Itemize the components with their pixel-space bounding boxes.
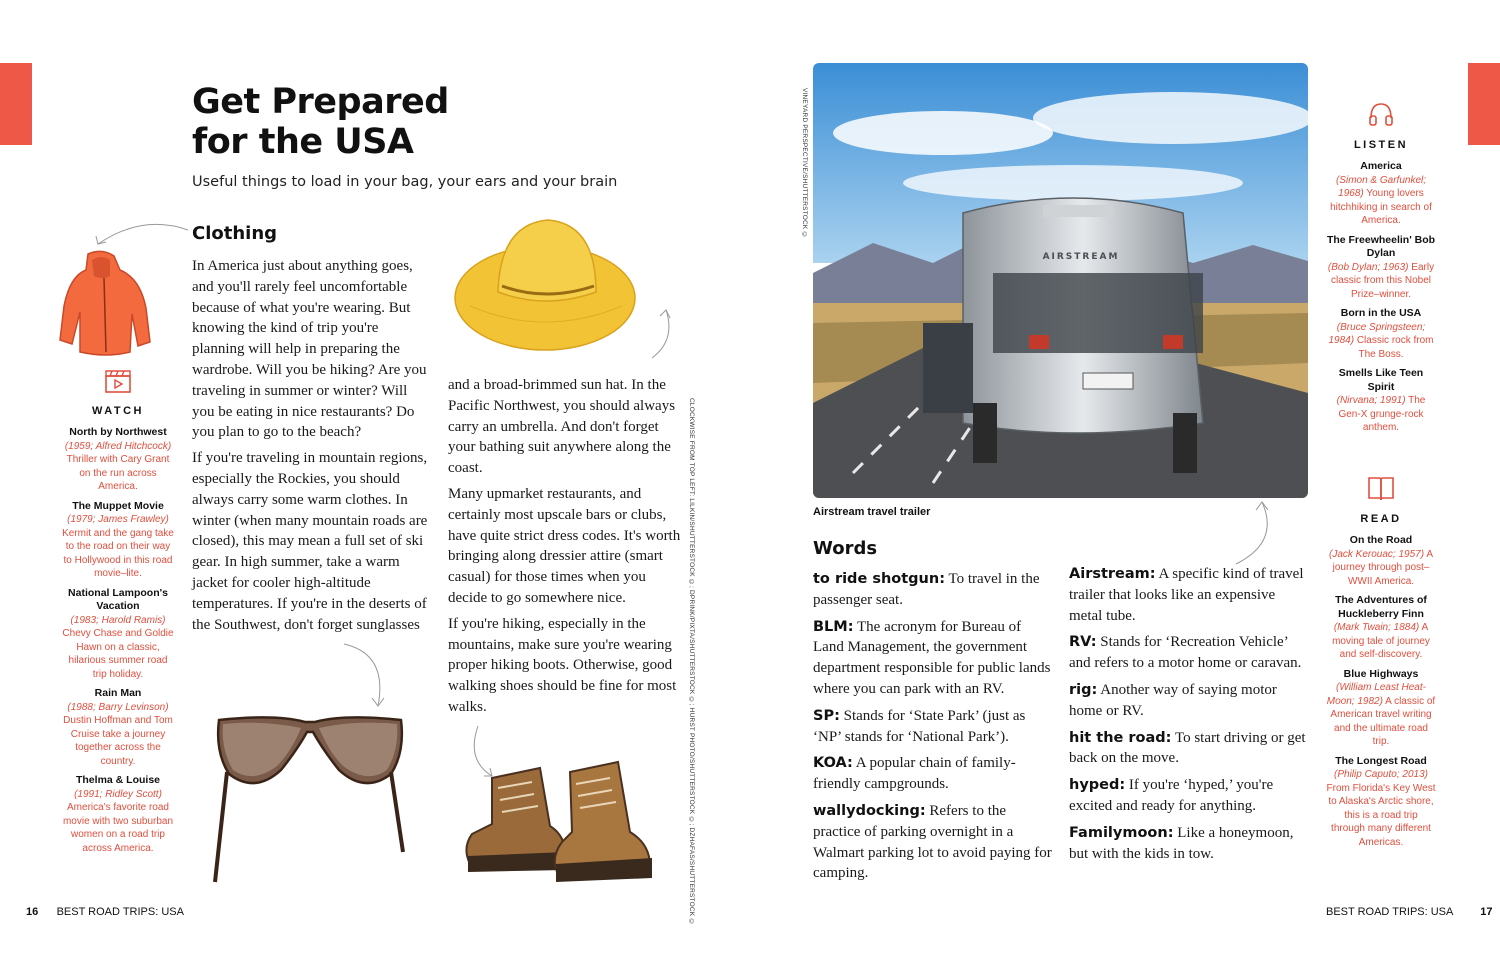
watch-item-desc: Chevy Chase and Goldie Hawn on a classic, hilarious summer road trip holiday.	[62, 628, 174, 680]
listen-item-meta: (Bob Dylan; 1963)	[1327, 261, 1409, 273]
read-item-desc: A moving tale of journey and self-discovery.	[1332, 622, 1430, 660]
watch-heading: WATCH	[91, 404, 144, 417]
word-definition: Refers to the practice of parking overnight in a Walmart parking lot to avoid paying for camping.	[813, 802, 1052, 882]
word-term: SP:	[813, 707, 840, 724]
hiking-boots-image	[462, 748, 662, 890]
watch-item-desc: America's favorite road movie with two suburban women on a road trip across America.	[62, 802, 174, 854]
watch-item-title: The Muppet Movie	[72, 499, 164, 512]
read-heading: READ	[1360, 512, 1402, 525]
listen-item	[1326, 307, 1436, 361]
airstream-photo-credit: VINEYARD PERSPECTIVE/SHUTTERSTOCK ©	[801, 88, 808, 239]
words-column-2	[1069, 564, 1309, 870]
airstream-photo-image	[813, 63, 1308, 498]
word-entry	[813, 801, 1053, 884]
word-definition: Like a honeymoon, but with the kids in tow.	[1069, 824, 1294, 862]
word-definition: To start driving or get back on the move.	[1069, 729, 1306, 767]
word-entry	[1069, 728, 1309, 770]
watch-item-desc: Dustin Hoffman and Tom Cruise take a journey together across the country.	[63, 715, 173, 767]
read-item-meta: (Philip Caputo; 2013)	[1334, 769, 1428, 780]
watch-item-title: National Lampoon's Vacation	[68, 586, 168, 612]
watch-item	[62, 500, 174, 581]
read-item	[1326, 755, 1436, 850]
watch-item-desc: Thriller with Cary Grant on the run across America.	[66, 454, 170, 492]
word-term: Familymoon:	[1069, 824, 1174, 841]
read-item-meta: (Jack Kerouac; 1957)	[1329, 548, 1425, 560]
book-icon	[1366, 474, 1396, 502]
sunglasses-image	[205, 712, 415, 888]
left-edge-tab	[0, 63, 32, 145]
word-entry	[813, 753, 1053, 795]
watch-item	[62, 426, 174, 494]
watch-item-desc: Kermit and the gang take to the road on their way to Hollywood in this road movie–lite.	[62, 527, 174, 579]
word-definition: Stands for ‘Recreation Vehicle’ and refers to a motor home or caravan.	[1069, 634, 1302, 672]
word-term: BLM:	[813, 618, 854, 635]
listen-item	[1326, 367, 1436, 435]
clothing-heading: Clothing	[192, 223, 278, 244]
word-term: rig:	[1069, 681, 1098, 698]
word-entry	[1069, 564, 1309, 626]
clothing-column-1	[192, 256, 432, 640]
word-definition: Stands for ‘State Park’ (just as ‘NP’ stands for ‘National Park’).	[813, 707, 1026, 745]
listen-item-desc: The Gen-X grunge-rock anthem.	[1338, 395, 1426, 433]
watch-item-meta: (1983; Harold Ramis)	[70, 614, 166, 626]
watch-item	[62, 587, 174, 682]
curved-arrow-sunglasses	[340, 640, 390, 710]
word-definition: Another way of saying motor home or RV.	[1069, 681, 1277, 719]
listen-item-title: America	[1360, 160, 1402, 172]
word-definition: A popular chain of family-friendly campgrounds.	[813, 755, 1016, 793]
listen-item-meta: (Bruce Springsteen; 1984)	[1328, 321, 1426, 346]
word-entry	[813, 617, 1053, 700]
watch-item-meta: (1979; James Frawley)	[67, 514, 169, 525]
clothing-paragraph: and a broad-brimmed sun hat. In the Pacific Northwest, you should always carry an umbrella. And don't forget your bathing suit anywhere along the coast.	[448, 377, 676, 477]
word-definition: If you're ‘hyped,’ you're excited and ready for anything.	[1069, 777, 1274, 814]
words-heading: Words	[813, 538, 878, 559]
photo-caption: Airstream travel trailer	[813, 506, 931, 518]
listen-item-desc: Early classic from this Nobel Prize–winner.	[1330, 261, 1435, 300]
page-title	[192, 82, 592, 162]
word-entry	[1069, 680, 1309, 722]
curved-arrow-jacket	[92, 218, 192, 248]
word-term: RV:	[1069, 634, 1097, 651]
watch-item-title: North by Northwest	[69, 426, 167, 438]
listen-item-title: Smells Like Teen Spirit	[1338, 367, 1424, 393]
listen-sidebar	[1326, 100, 1436, 441]
word-definition: A specific kind of travel trailer that looks like an expensive metal tube.	[1069, 566, 1304, 624]
listen-item-title: The Freewheelin' Bob Dylan	[1326, 233, 1436, 259]
left-running-title: BEST ROAD TRIPS: USA	[56, 906, 184, 918]
listen-item	[1326, 160, 1436, 228]
product-photo-credit: CLOCKWISE FROM TOP LEFT: LILKIN/SHUTTERSTOCK ©; DPRINK/PIXTA/SHUTTERSTOCK ©; HURST PHOTO/SHUTTERSTOCK ©; DZHAFAS/SHUTTERSTOCK ©	[688, 398, 695, 926]
listen-heading: LISTEN	[1353, 138, 1409, 151]
listen-item-title: Born in the USA	[1340, 307, 1422, 319]
watch-item-meta: (1991; Ridley Scott)	[74, 788, 162, 800]
page-title-line-1: Get Prepared	[192, 82, 449, 122]
trailer-label: AIRSTREAM	[1042, 252, 1120, 262]
read-item-title: Blue Highways	[1343, 667, 1419, 680]
word-term: KOA:	[813, 755, 853, 772]
watch-item-title: Thelma & Louise	[75, 774, 160, 786]
read-item-meta: (William Least Heat-Moon; 1982)	[1326, 682, 1426, 707]
read-item	[1326, 668, 1436, 749]
read-item	[1326, 534, 1436, 588]
word-term: hit the road:	[1069, 729, 1172, 746]
read-item-title: The Adventures of Huckleberry Finn	[1335, 594, 1427, 620]
clothing-paragraph: In America just about anything goes, and you'll rarely feel uncomfortable because of what you're wearing. But knowing the kind of trip you're planning will help in preparing the wardrobe. Will you be hiking? Are you traveling in summer or winter? Will you be eating in nice restaurants? Do you plan to go to the beach?	[192, 258, 427, 441]
right-page-number: 17	[1480, 906, 1493, 918]
listen-item-meta: (Nirvana; 1991)	[1336, 395, 1406, 406]
word-entry	[813, 706, 1053, 748]
read-item-meta: (Mark Twain; 1884)	[1333, 622, 1420, 633]
read-item	[1326, 594, 1436, 662]
page-title-line-2: for the USA	[192, 122, 414, 162]
clothing-paragraph: If you're hiking, especially in the mountains, make sure you're wearing proper hiking boots. Otherwise, good walking shoes should be fine for most walks.	[448, 615, 677, 715]
word-term: to ride shotgun:	[813, 571, 945, 587]
watch-item	[62, 687, 174, 768]
airstream-photo	[813, 63, 1308, 498]
clothing-column-2	[448, 375, 688, 723]
right-running-title: BEST ROAD TRIPS: USA	[1326, 906, 1453, 918]
clothing-paragraph: If you're traveling in mountain regions, especially the Rockies, you should always carry some warm clothes. In winter (when many mountain roads are closed), this may mean a full set of ski gear. In high summer, take a warm jacket for cooler high-altitude temperatures. If you're in the deserts of the Southwest, don't forget sunglasses	[192, 450, 428, 633]
read-sidebar	[1326, 474, 1436, 855]
clothing-paragraph: Many upmarket restaurants, and certainly most upscale bars or clubs, have quite strict dress codes. It's worth bringing along dressier attire (smart casual) for those times when you decide to go somewhere nice.	[448, 485, 681, 606]
headphones-icon	[1367, 100, 1395, 128]
word-entry	[1069, 632, 1309, 674]
word-definition: The acronym for Bureau of Land Management, the government department responsible for public lands where you can park with an RV.	[813, 618, 1051, 697]
words-column-1	[813, 569, 1053, 890]
right-footer	[1326, 906, 1493, 918]
curved-arrow-hat	[648, 306, 678, 360]
word-entry	[1069, 823, 1309, 865]
page-subtitle: Useful things to load in your bag, your ears and your brain	[192, 174, 618, 190]
right-edge-tab	[1468, 63, 1500, 145]
word-term: wallydocking:	[813, 802, 926, 819]
read-item-desc: A classic of American travel writing and the ultimate road trip.	[1330, 695, 1436, 747]
word-entry	[813, 569, 1053, 611]
watch-item-meta: (1959; Alfred Hitchcock)	[64, 440, 172, 452]
word-term: hyped:	[1069, 777, 1126, 794]
read-item-desc: From Florida's Key West to Alaska's Arctic shore, this is a road trip through many different Americas.	[1326, 782, 1436, 848]
watch-item-meta: (1988; Barry Levinson)	[67, 701, 169, 713]
film-clapper-icon	[104, 368, 132, 394]
watch-item-title: Rain Man	[94, 687, 142, 699]
left-footer	[26, 906, 184, 918]
left-page-number: 16	[26, 906, 39, 918]
read-item-title: The Longest Road	[1335, 754, 1427, 767]
watch-item	[62, 774, 174, 855]
watch-sidebar	[62, 368, 174, 861]
sun-hat-image	[450, 210, 640, 358]
listen-item-meta: (Simon & Garfunkel; 1968)	[1335, 174, 1427, 199]
listen-item	[1326, 234, 1436, 302]
word-term: Airstream:	[1069, 566, 1156, 582]
read-item-title: On the Road	[1349, 534, 1413, 546]
word-definition: To travel in the passenger seat.	[813, 571, 1040, 608]
read-item-desc: A journey through post–WWII America.	[1332, 548, 1433, 587]
curved-arrow-photo	[1228, 498, 1278, 568]
listen-item-desc: Young lovers hitchhiking in search of America.	[1330, 188, 1432, 226]
word-entry	[1069, 775, 1309, 817]
jacket-image	[50, 248, 160, 360]
listen-item-desc: Classic rock from The Boss.	[1356, 335, 1434, 360]
